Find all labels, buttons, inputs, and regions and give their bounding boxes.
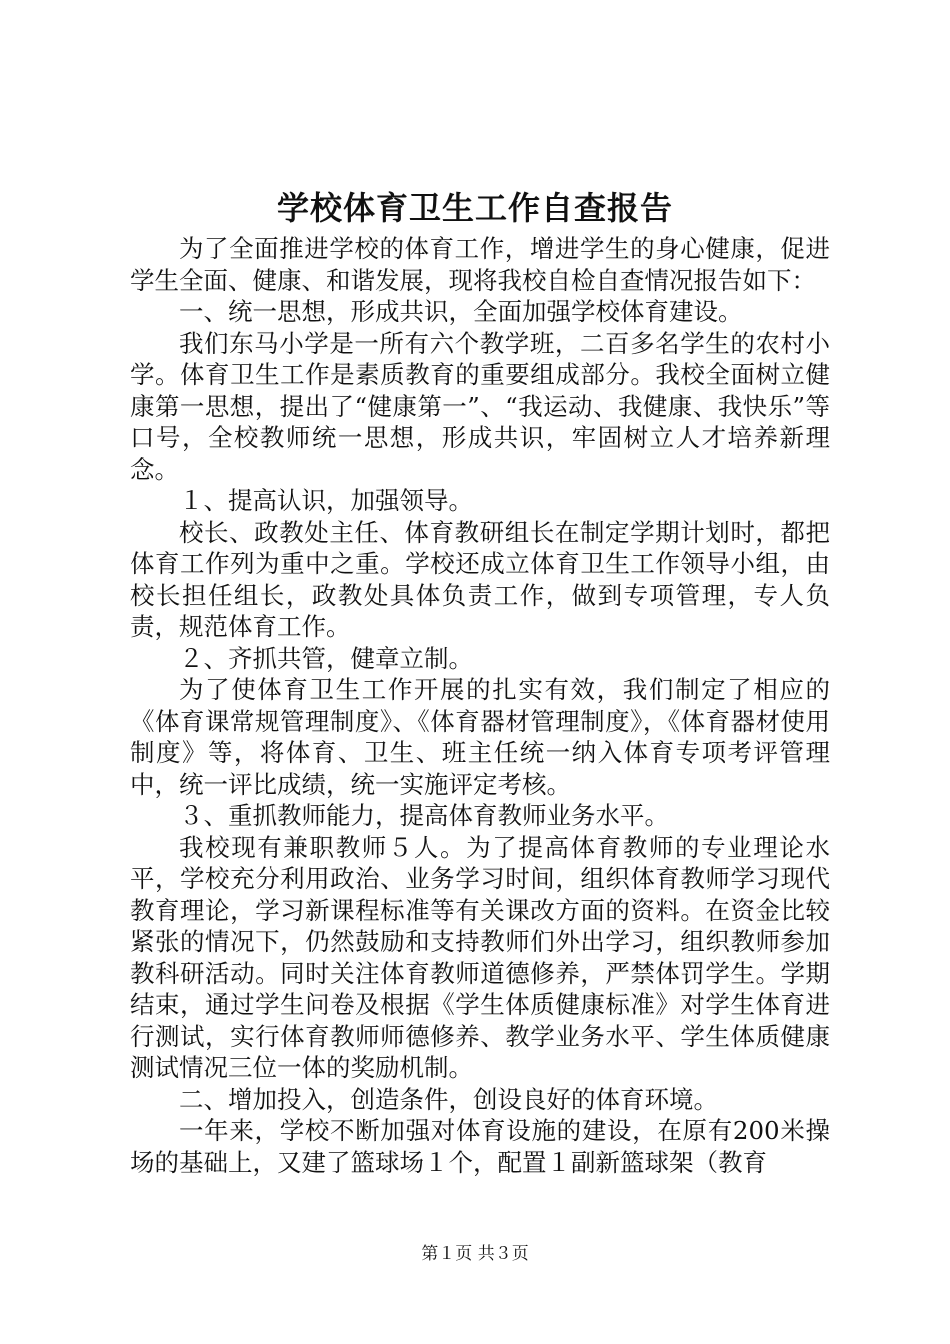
section-heading-1: 一、统一思想，形成共识，全面加强学校体育建设。 — [179, 297, 743, 326]
document-title: 学校体育卫生工作自查报告 — [276, 189, 673, 227]
paragraph-teachers: 我校现有兼职教师５人。为了提高体育教师的专业理论水平，学校充分利用政治、业务学习时间，组织体育教师学习现代教育理论，学习新课程标准等有关课改方面的资料。在资金比较紧张的情况下，仍然鼓励和支持教师们外出学习，组织教师参加教科研活动。同时关注体育教师道德修养，严禁体罚学生。学期结束，通过学生问卷及根据《学生体质健康标准》对学生体育进行测试，实行体育教师师德修养、教学业务水平、学生体质健康测试情况三位一体的奖励机制。 — [130, 832, 830, 1082]
page-footer: 第１页 共３页 — [421, 1244, 529, 1264]
paragraph-regulations: 为了使体育卫生工作开展的扎实有效，我们制定了相应的《体育课常规管理制度》、《体育器材管理制度》，《体育器材使用制度》等，将体育、卫生、班主任统一纳入体育专项考评管理中，统一评比成绩，统一实施评定考核。 — [130, 675, 830, 799]
subheading-2: ２、齐抓共管，健章立制。 — [179, 643, 473, 673]
paragraph-school-overview: 我们东马小学是一所有六个教学班，二百多名学生的农村小学。体育卫生工作是素质教育的重要组成部分。我校全面树立健康第一思想，提出了“健康第一”、“我运动、我健康、我快乐”等口号，全校教师统一思想，形成共识，牢固树立人才培养新理念。 — [130, 328, 830, 484]
paragraph-intro: 为了全面推进学校的体育工作，增进学生的身心健康，促进学生全面、健康、和谐发展，现将我校自检自查情况报告如下： — [130, 234, 830, 295]
section-heading-2: 二、增加投入，创造条件，创设良好的体育环境。 — [179, 1084, 718, 1114]
document-body — [130, 233, 830, 1178]
paragraph-leadership: 校长、政教处主任、体育教研组长在制定学期计划时，都把体育工作列为重中之重。学校还成立体育卫生工作领导小组，由校长担任组长，政教处具体负责工作，做到专项管理，专人负责，规范体育工作。 — [130, 517, 830, 641]
subheading-3: ３、重抓教师能力，提高体育教师业务水平。 — [179, 801, 669, 830]
paragraph-facilities: 一年来，学校不断加强对体育设施的建设，在原有200米操场的基础上，又建了篮球场１个，配置１副新篮球架（教育 — [130, 1116, 830, 1177]
subheading-1: １、提高认识，加强领导。 — [179, 486, 473, 515]
